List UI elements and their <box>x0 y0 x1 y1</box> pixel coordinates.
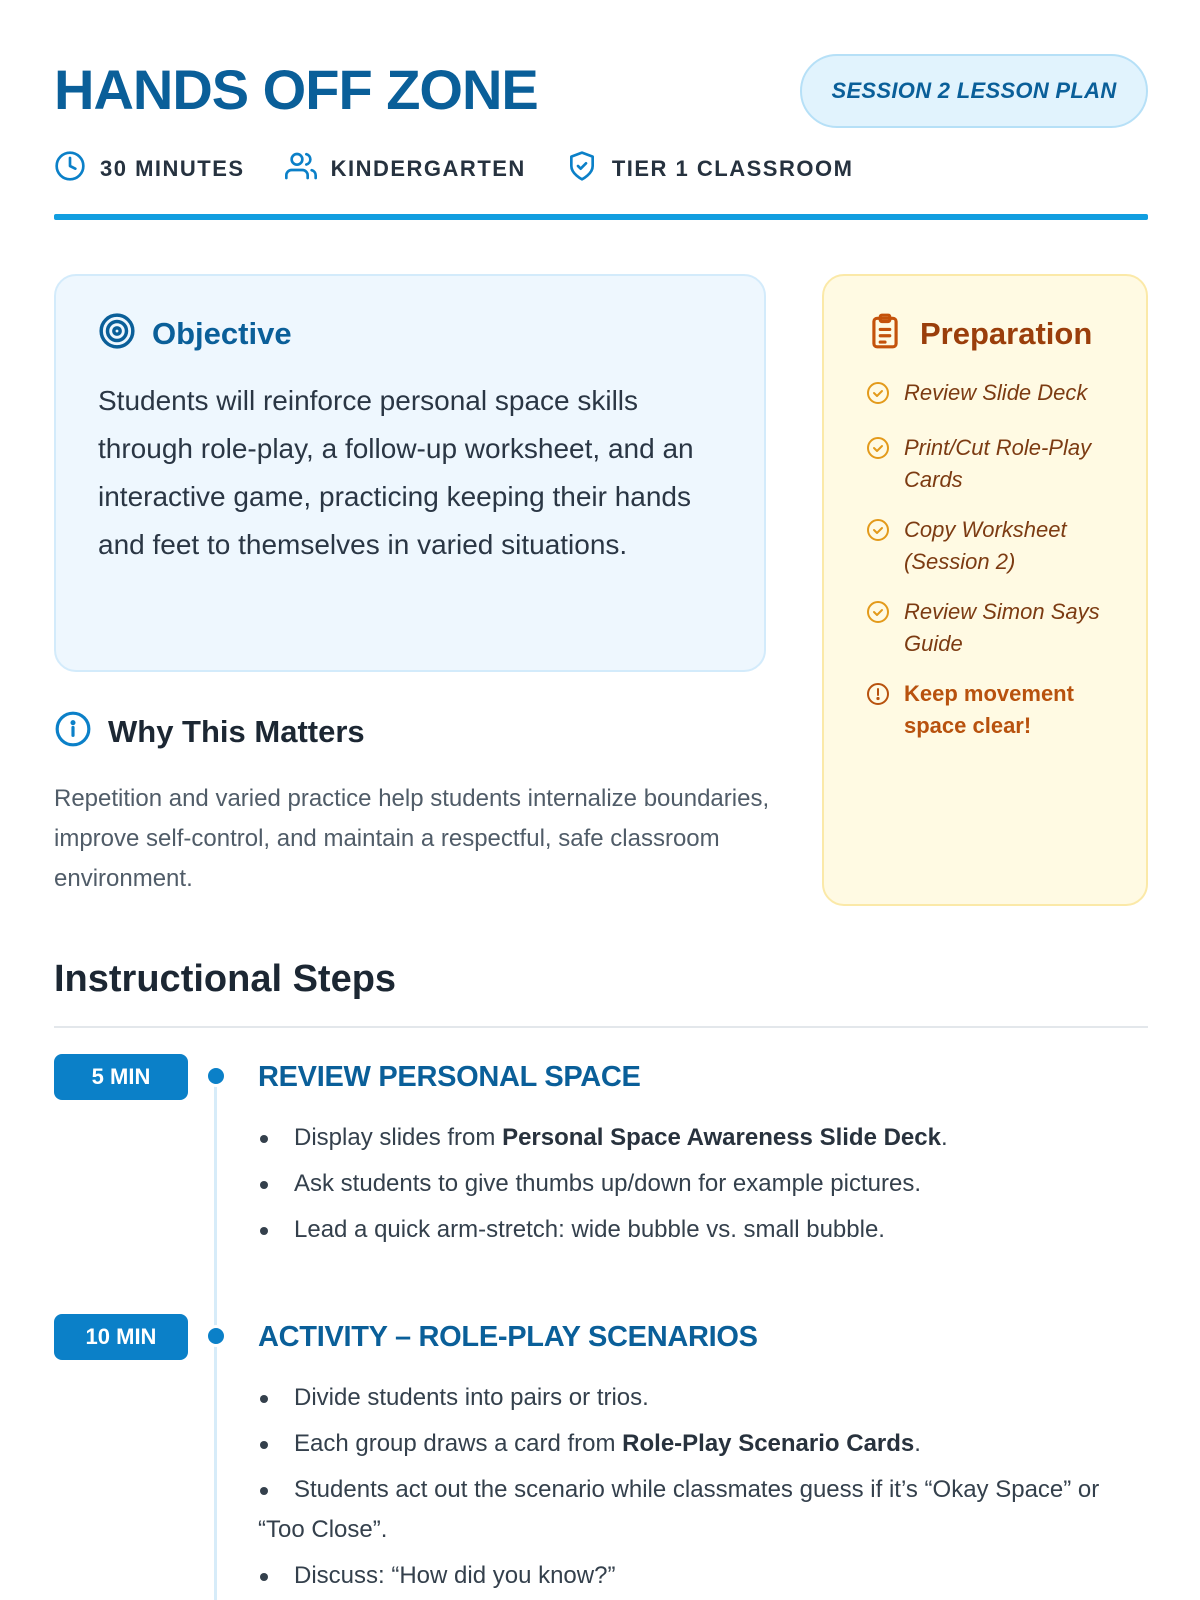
list-item <box>866 377 1116 414</box>
steps-divider <box>54 1026 1148 1028</box>
shield-check-icon <box>566 150 612 188</box>
why-title: Why This Matters <box>108 713 365 749</box>
step-bullet-list <box>258 1118 1138 1256</box>
info-icon <box>54 710 108 753</box>
duration-badge: 10 MIN <box>54 1314 188 1360</box>
check-circle-icon <box>866 596 904 633</box>
why-section <box>54 710 774 899</box>
lesson-header <box>54 48 1148 132</box>
list-item: Display slides from Personal Space Awareness Slide Deck. <box>258 1118 1138 1158</box>
list-item: Each group draws a card from Role-Play Scenario Cards. <box>258 1424 1138 1464</box>
list-item: Students act out the scenario while classmates guess if it’s “Okay Space” or “Too Close”. <box>258 1470 1138 1550</box>
preparation-warning-text: Keep movement space clear! <box>904 681 1074 738</box>
page-title: HANDS OFF ZONE <box>54 58 538 121</box>
preparation-list <box>866 377 1116 742</box>
timeline-dot <box>205 1325 227 1347</box>
step-bullet-list <box>258 1378 1138 1600</box>
list-item: Divide students into pairs or trios. <box>258 1378 1138 1418</box>
objective-card <box>54 274 766 672</box>
session-badge: SESSION 2 LESSON PLAN <box>800 54 1148 128</box>
meta-duration-label: 30 MINUTES <box>100 156 245 181</box>
step-title: ACTIVITY – ROLE-PLAY SCENARIOS <box>258 1321 758 1353</box>
clipboard-icon <box>866 312 920 355</box>
alert-circle-icon <box>866 678 904 715</box>
list-item: Lead a quick arm-stretch: wide bubble vs. small bubble. <box>258 1210 1138 1250</box>
meta-grade <box>285 150 526 188</box>
preparation-item-text: Copy Worksheet (Session 2) <box>904 517 1067 574</box>
list-item <box>866 432 1116 496</box>
list-item: Discuss: “How did you know?” <box>258 1556 1138 1596</box>
meta-tier-label: TIER 1 CLASSROOM <box>611 156 854 181</box>
lesson-meta <box>54 150 893 188</box>
preparation-card <box>822 274 1148 906</box>
header-divider <box>54 214 1148 220</box>
preparation-title: Preparation <box>920 315 1093 351</box>
timeline-dot <box>205 1065 227 1087</box>
duration-badge: 5 MIN <box>54 1054 188 1100</box>
list-item <box>866 596 1116 660</box>
check-circle-icon <box>866 514 904 551</box>
step-title: REVIEW PERSONAL SPACE <box>258 1061 641 1093</box>
preparation-item-text: Review Slide Deck <box>904 380 1088 405</box>
meta-duration <box>54 150 245 188</box>
list-item: Ask students to give thumbs up/down for example pictures. <box>258 1164 1138 1204</box>
why-text: Repetition and varied practice help students internalize boundaries, improve self-control, and maintain a respectful, safe classroom environment. <box>54 785 770 892</box>
objective-text: Students will reinforce personal space skills through role-play, a follow-up worksheet, and an interactive game, practicing keeping their hands and feet to themselves in varied situations. <box>98 385 694 560</box>
check-circle-icon <box>866 377 904 414</box>
list-item <box>866 678 1116 742</box>
objective-title: Objective <box>152 315 292 351</box>
clock-icon <box>54 150 100 188</box>
target-icon <box>98 312 152 355</box>
preparation-item-text: Review Simon Says Guide <box>904 599 1100 656</box>
list-item <box>866 514 1116 578</box>
meta-grade-label: KINDERGARTEN <box>330 156 526 181</box>
check-circle-icon <box>866 432 904 469</box>
meta-tier <box>566 150 854 188</box>
users-icon <box>285 150 331 188</box>
preparation-item-text: Print/Cut Role-Play Cards <box>904 435 1092 492</box>
steps-title: Instructional Steps <box>54 958 397 1000</box>
